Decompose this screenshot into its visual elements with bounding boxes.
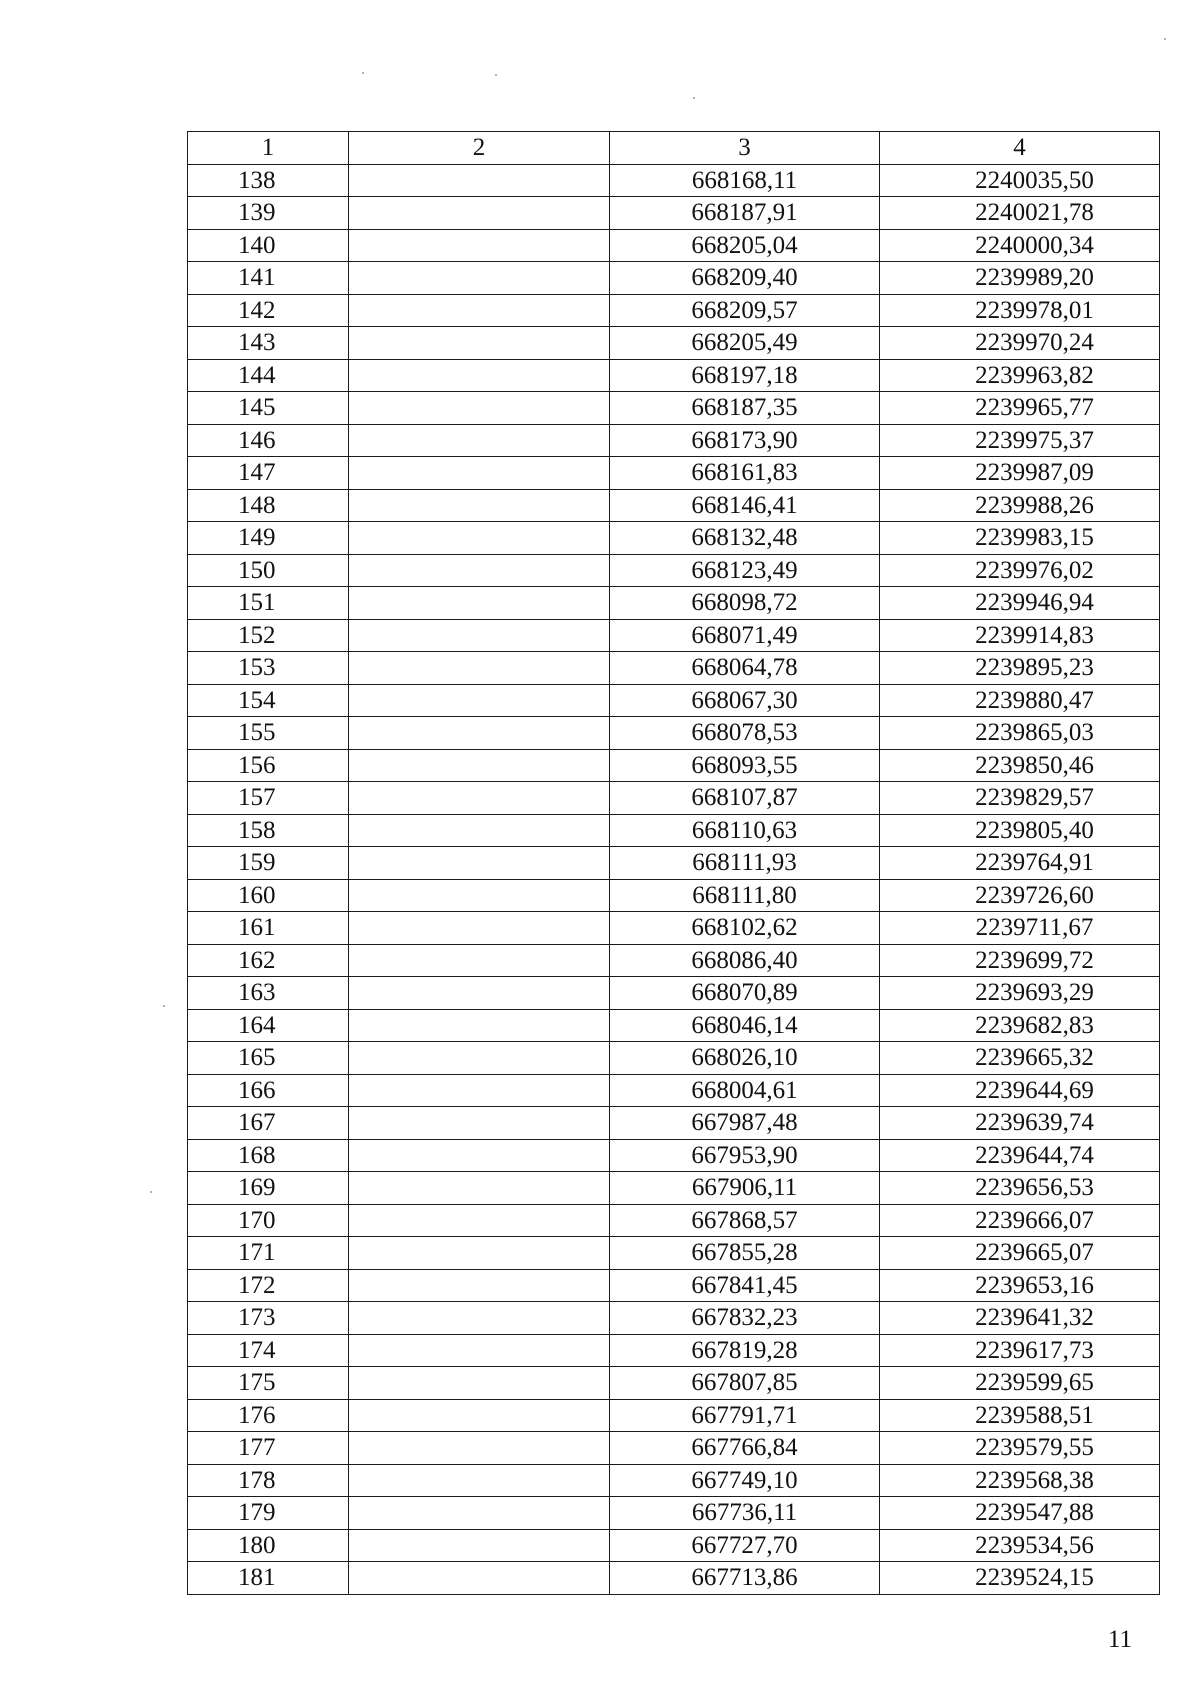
page-number: 11 bbox=[1107, 1626, 1132, 1653]
point-number-cell: 151 bbox=[188, 587, 349, 620]
y-coordinate-cell: 2239656,53 bbox=[880, 1172, 1160, 1205]
point-number-cell: 180 bbox=[188, 1529, 349, 1562]
y-coordinate-cell: 2239682,83 bbox=[880, 1009, 1160, 1042]
x-coordinate-cell: 667807,85 bbox=[610, 1367, 880, 1400]
table-row bbox=[188, 1399, 1160, 1432]
column-header-2: 2 bbox=[349, 132, 610, 165]
x-coordinate-cell: 667987,48 bbox=[610, 1107, 880, 1140]
point-name-cell bbox=[349, 359, 610, 392]
point-name-cell bbox=[349, 1237, 610, 1270]
table-row bbox=[188, 1334, 1160, 1367]
point-number-cell: 138 bbox=[188, 164, 349, 197]
point-number-cell: 141 bbox=[188, 262, 349, 295]
table-row bbox=[188, 652, 1160, 685]
table-row bbox=[188, 619, 1160, 652]
point-number-cell: 142 bbox=[188, 294, 349, 327]
point-name-cell bbox=[349, 457, 610, 490]
x-coordinate-cell: 668070,89 bbox=[610, 977, 880, 1010]
point-name-cell bbox=[349, 1009, 610, 1042]
table-row bbox=[188, 1172, 1160, 1205]
point-number-cell: 160 bbox=[188, 879, 349, 912]
table-row bbox=[188, 359, 1160, 392]
point-number-cell: 147 bbox=[188, 457, 349, 490]
table-row bbox=[188, 912, 1160, 945]
point-name-cell bbox=[349, 522, 610, 555]
point-number-cell: 177 bbox=[188, 1432, 349, 1465]
point-number-cell: 181 bbox=[188, 1562, 349, 1595]
y-coordinate-cell: 2240021,78 bbox=[880, 197, 1160, 230]
table-row bbox=[188, 944, 1160, 977]
point-name-cell bbox=[349, 197, 610, 230]
x-coordinate-cell: 667766,84 bbox=[610, 1432, 880, 1465]
point-name-cell bbox=[349, 749, 610, 782]
x-coordinate-cell: 668197,18 bbox=[610, 359, 880, 392]
point-number-cell: 166 bbox=[188, 1074, 349, 1107]
x-coordinate-cell: 668173,90 bbox=[610, 424, 880, 457]
y-coordinate-cell: 2239829,57 bbox=[880, 782, 1160, 815]
table-row bbox=[188, 1009, 1160, 1042]
y-coordinate-cell: 2239764,91 bbox=[880, 847, 1160, 880]
point-name-cell bbox=[349, 1139, 610, 1172]
y-coordinate-cell: 2239976,02 bbox=[880, 554, 1160, 587]
point-name-cell bbox=[349, 1074, 610, 1107]
point-name-cell bbox=[349, 944, 610, 977]
table-row bbox=[188, 749, 1160, 782]
y-coordinate-cell: 2239989,20 bbox=[880, 262, 1160, 295]
point-number-cell: 157 bbox=[188, 782, 349, 815]
point-name-cell bbox=[349, 782, 610, 815]
point-name-cell bbox=[349, 652, 610, 685]
x-coordinate-cell: 668187,91 bbox=[610, 197, 880, 230]
point-number-cell: 159 bbox=[188, 847, 349, 880]
table-row bbox=[188, 1529, 1160, 1562]
y-coordinate-cell: 2239547,88 bbox=[880, 1497, 1160, 1530]
table-row bbox=[188, 229, 1160, 262]
y-coordinate-cell: 2239693,29 bbox=[880, 977, 1160, 1010]
coordinates-table bbox=[187, 131, 1160, 1595]
y-coordinate-cell: 2239599,65 bbox=[880, 1367, 1160, 1400]
y-coordinate-cell: 2239963,82 bbox=[880, 359, 1160, 392]
point-name-cell bbox=[349, 1529, 610, 1562]
y-coordinate-cell: 2239914,83 bbox=[880, 619, 1160, 652]
x-coordinate-cell: 668111,80 bbox=[610, 879, 880, 912]
y-coordinate-cell: 2239975,37 bbox=[880, 424, 1160, 457]
y-coordinate-cell: 2239970,24 bbox=[880, 327, 1160, 360]
x-coordinate-cell: 667713,86 bbox=[610, 1562, 880, 1595]
point-number-cell: 144 bbox=[188, 359, 349, 392]
point-name-cell bbox=[349, 1497, 610, 1530]
y-coordinate-cell: 2239965,77 bbox=[880, 392, 1160, 425]
point-number-cell: 148 bbox=[188, 489, 349, 522]
point-number-cell: 176 bbox=[188, 1399, 349, 1432]
point-name-cell bbox=[349, 1172, 610, 1205]
point-number-cell: 154 bbox=[188, 684, 349, 717]
point-name-cell bbox=[349, 1432, 610, 1465]
point-number-cell: 171 bbox=[188, 1237, 349, 1270]
y-coordinate-cell: 2239805,40 bbox=[880, 814, 1160, 847]
point-name-cell bbox=[349, 847, 610, 880]
x-coordinate-cell: 668004,61 bbox=[610, 1074, 880, 1107]
table-row bbox=[188, 1497, 1160, 1530]
point-number-cell: 170 bbox=[188, 1204, 349, 1237]
y-coordinate-cell: 2239711,67 bbox=[880, 912, 1160, 945]
y-coordinate-cell: 2239726,60 bbox=[880, 879, 1160, 912]
x-coordinate-cell: 668046,14 bbox=[610, 1009, 880, 1042]
table-row bbox=[188, 1074, 1160, 1107]
point-number-cell: 175 bbox=[188, 1367, 349, 1400]
point-name-cell bbox=[349, 1107, 610, 1140]
y-coordinate-cell: 2239666,07 bbox=[880, 1204, 1160, 1237]
y-coordinate-cell: 2239568,38 bbox=[880, 1464, 1160, 1497]
x-coordinate-cell: 668086,40 bbox=[610, 944, 880, 977]
point-number-cell: 158 bbox=[188, 814, 349, 847]
table-row bbox=[188, 164, 1160, 197]
point-name-cell bbox=[349, 977, 610, 1010]
scan-speck bbox=[495, 74, 497, 76]
table-row bbox=[188, 457, 1160, 490]
point-name-cell bbox=[349, 1204, 610, 1237]
x-coordinate-cell: 668098,72 bbox=[610, 587, 880, 620]
y-coordinate-cell: 2240000,34 bbox=[880, 229, 1160, 262]
point-name-cell bbox=[349, 1042, 610, 1075]
scan-speck bbox=[693, 97, 695, 99]
table-row bbox=[188, 1204, 1160, 1237]
point-name-cell bbox=[349, 912, 610, 945]
x-coordinate-cell: 668064,78 bbox=[610, 652, 880, 685]
point-name-cell bbox=[349, 164, 610, 197]
column-header-1: 1 bbox=[188, 132, 349, 165]
table-row bbox=[188, 1107, 1160, 1140]
table-row bbox=[188, 262, 1160, 295]
point-number-cell: 150 bbox=[188, 554, 349, 587]
x-coordinate-cell: 668146,41 bbox=[610, 489, 880, 522]
point-name-cell bbox=[349, 424, 610, 457]
column-header-4: 4 bbox=[880, 132, 1160, 165]
table-row bbox=[188, 1302, 1160, 1335]
point-name-cell bbox=[349, 879, 610, 912]
x-coordinate-cell: 668161,83 bbox=[610, 457, 880, 490]
point-number-cell: 149 bbox=[188, 522, 349, 555]
y-coordinate-cell: 2239895,23 bbox=[880, 652, 1160, 685]
point-number-cell: 139 bbox=[188, 197, 349, 230]
table-row bbox=[188, 424, 1160, 457]
point-number-cell: 178 bbox=[188, 1464, 349, 1497]
point-number-cell: 156 bbox=[188, 749, 349, 782]
point-number-cell: 161 bbox=[188, 912, 349, 945]
table-row bbox=[188, 717, 1160, 750]
scan-speck bbox=[1164, 38, 1166, 40]
column-header-3: 3 bbox=[610, 132, 880, 165]
table-row bbox=[188, 1562, 1160, 1595]
x-coordinate-cell: 668071,49 bbox=[610, 619, 880, 652]
point-name-cell bbox=[349, 1464, 610, 1497]
scan-speck bbox=[362, 72, 364, 74]
x-coordinate-cell: 668026,10 bbox=[610, 1042, 880, 1075]
x-coordinate-cell: 667749,10 bbox=[610, 1464, 880, 1497]
table-row bbox=[188, 392, 1160, 425]
y-coordinate-cell: 2239983,15 bbox=[880, 522, 1160, 555]
y-coordinate-cell: 2240035,50 bbox=[880, 164, 1160, 197]
x-coordinate-cell: 668111,93 bbox=[610, 847, 880, 880]
point-name-cell bbox=[349, 1562, 610, 1595]
point-name-cell bbox=[349, 1269, 610, 1302]
x-coordinate-cell: 667855,28 bbox=[610, 1237, 880, 1270]
point-name-cell bbox=[349, 587, 610, 620]
table-row bbox=[188, 1237, 1160, 1270]
point-number-cell: 152 bbox=[188, 619, 349, 652]
x-coordinate-cell: 668209,40 bbox=[610, 262, 880, 295]
point-number-cell: 174 bbox=[188, 1334, 349, 1367]
y-coordinate-cell: 2239880,47 bbox=[880, 684, 1160, 717]
x-coordinate-cell: 668107,87 bbox=[610, 782, 880, 815]
table-body bbox=[188, 164, 1160, 1594]
table-row bbox=[188, 197, 1160, 230]
point-number-cell: 169 bbox=[188, 1172, 349, 1205]
table-header-row bbox=[188, 132, 1160, 165]
y-coordinate-cell: 2239534,56 bbox=[880, 1529, 1160, 1562]
x-coordinate-cell: 667819,28 bbox=[610, 1334, 880, 1367]
y-coordinate-cell: 2239865,03 bbox=[880, 717, 1160, 750]
point-name-cell bbox=[349, 489, 610, 522]
point-number-cell: 146 bbox=[188, 424, 349, 457]
point-name-cell bbox=[349, 1302, 610, 1335]
x-coordinate-cell: 668102,62 bbox=[610, 912, 880, 945]
point-number-cell: 155 bbox=[188, 717, 349, 750]
point-name-cell bbox=[349, 294, 610, 327]
point-name-cell bbox=[349, 327, 610, 360]
table-row bbox=[188, 1139, 1160, 1172]
y-coordinate-cell: 2239850,46 bbox=[880, 749, 1160, 782]
x-coordinate-cell: 667906,11 bbox=[610, 1172, 880, 1205]
table-row bbox=[188, 554, 1160, 587]
x-coordinate-cell: 667791,71 bbox=[610, 1399, 880, 1432]
point-number-cell: 172 bbox=[188, 1269, 349, 1302]
x-coordinate-cell: 667953,90 bbox=[610, 1139, 880, 1172]
y-coordinate-cell: 2239579,55 bbox=[880, 1432, 1160, 1465]
y-coordinate-cell: 2239699,72 bbox=[880, 944, 1160, 977]
x-coordinate-cell: 668132,48 bbox=[610, 522, 880, 555]
point-number-cell: 168 bbox=[188, 1139, 349, 1172]
y-coordinate-cell: 2239987,09 bbox=[880, 457, 1160, 490]
y-coordinate-cell: 2239641,32 bbox=[880, 1302, 1160, 1335]
y-coordinate-cell: 2239639,74 bbox=[880, 1107, 1160, 1140]
y-coordinate-cell: 2239988,26 bbox=[880, 489, 1160, 522]
y-coordinate-cell: 2239653,16 bbox=[880, 1269, 1160, 1302]
x-coordinate-cell: 667832,23 bbox=[610, 1302, 880, 1335]
point-name-cell bbox=[349, 619, 610, 652]
x-coordinate-cell: 668093,55 bbox=[610, 749, 880, 782]
point-name-cell bbox=[349, 814, 610, 847]
point-name-cell bbox=[349, 1334, 610, 1367]
x-coordinate-cell: 667736,11 bbox=[610, 1497, 880, 1530]
y-coordinate-cell: 2239665,07 bbox=[880, 1237, 1160, 1270]
point-number-cell: 153 bbox=[188, 652, 349, 685]
x-coordinate-cell: 668067,30 bbox=[610, 684, 880, 717]
x-coordinate-cell: 668205,04 bbox=[610, 229, 880, 262]
table-row bbox=[188, 1367, 1160, 1400]
y-coordinate-cell: 2239946,94 bbox=[880, 587, 1160, 620]
x-coordinate-cell: 668078,53 bbox=[610, 717, 880, 750]
point-name-cell bbox=[349, 1367, 610, 1400]
point-number-cell: 163 bbox=[188, 977, 349, 1010]
point-name-cell bbox=[349, 717, 610, 750]
point-number-cell: 165 bbox=[188, 1042, 349, 1075]
table-row bbox=[188, 977, 1160, 1010]
scan-speck bbox=[150, 1191, 152, 1193]
x-coordinate-cell: 667841,45 bbox=[610, 1269, 880, 1302]
x-coordinate-cell: 668187,35 bbox=[610, 392, 880, 425]
table-row bbox=[188, 782, 1160, 815]
y-coordinate-cell: 2239524,15 bbox=[880, 1562, 1160, 1595]
x-coordinate-cell: 668209,57 bbox=[610, 294, 880, 327]
point-name-cell bbox=[349, 229, 610, 262]
point-number-cell: 164 bbox=[188, 1009, 349, 1042]
point-name-cell bbox=[349, 262, 610, 295]
y-coordinate-cell: 2239617,73 bbox=[880, 1334, 1160, 1367]
table-row bbox=[188, 1269, 1160, 1302]
point-name-cell bbox=[349, 392, 610, 425]
point-number-cell: 143 bbox=[188, 327, 349, 360]
x-coordinate-cell: 667727,70 bbox=[610, 1529, 880, 1562]
point-number-cell: 173 bbox=[188, 1302, 349, 1335]
point-name-cell bbox=[349, 1399, 610, 1432]
y-coordinate-cell: 2239978,01 bbox=[880, 294, 1160, 327]
scan-speck bbox=[163, 1005, 165, 1007]
table-row bbox=[188, 1464, 1160, 1497]
x-coordinate-cell: 667868,57 bbox=[610, 1204, 880, 1237]
table-row bbox=[188, 327, 1160, 360]
y-coordinate-cell: 2239644,74 bbox=[880, 1139, 1160, 1172]
point-name-cell bbox=[349, 554, 610, 587]
table-row bbox=[188, 684, 1160, 717]
table-row bbox=[188, 587, 1160, 620]
table-row bbox=[188, 1042, 1160, 1075]
point-number-cell: 167 bbox=[188, 1107, 349, 1140]
point-number-cell: 162 bbox=[188, 944, 349, 977]
table-row bbox=[188, 294, 1160, 327]
point-number-cell: 140 bbox=[188, 229, 349, 262]
table-row bbox=[188, 522, 1160, 555]
point-number-cell: 145 bbox=[188, 392, 349, 425]
point-number-cell: 179 bbox=[188, 1497, 349, 1530]
table-row bbox=[188, 814, 1160, 847]
x-coordinate-cell: 668110,63 bbox=[610, 814, 880, 847]
table-row bbox=[188, 489, 1160, 522]
point-name-cell bbox=[349, 684, 610, 717]
table-row bbox=[188, 1432, 1160, 1465]
x-coordinate-cell: 668168,11 bbox=[610, 164, 880, 197]
x-coordinate-cell: 668205,49 bbox=[610, 327, 880, 360]
y-coordinate-cell: 2239665,32 bbox=[880, 1042, 1160, 1075]
y-coordinate-cell: 2239588,51 bbox=[880, 1399, 1160, 1432]
table-row bbox=[188, 847, 1160, 880]
y-coordinate-cell: 2239644,69 bbox=[880, 1074, 1160, 1107]
x-coordinate-cell: 668123,49 bbox=[610, 554, 880, 587]
table-row bbox=[188, 879, 1160, 912]
